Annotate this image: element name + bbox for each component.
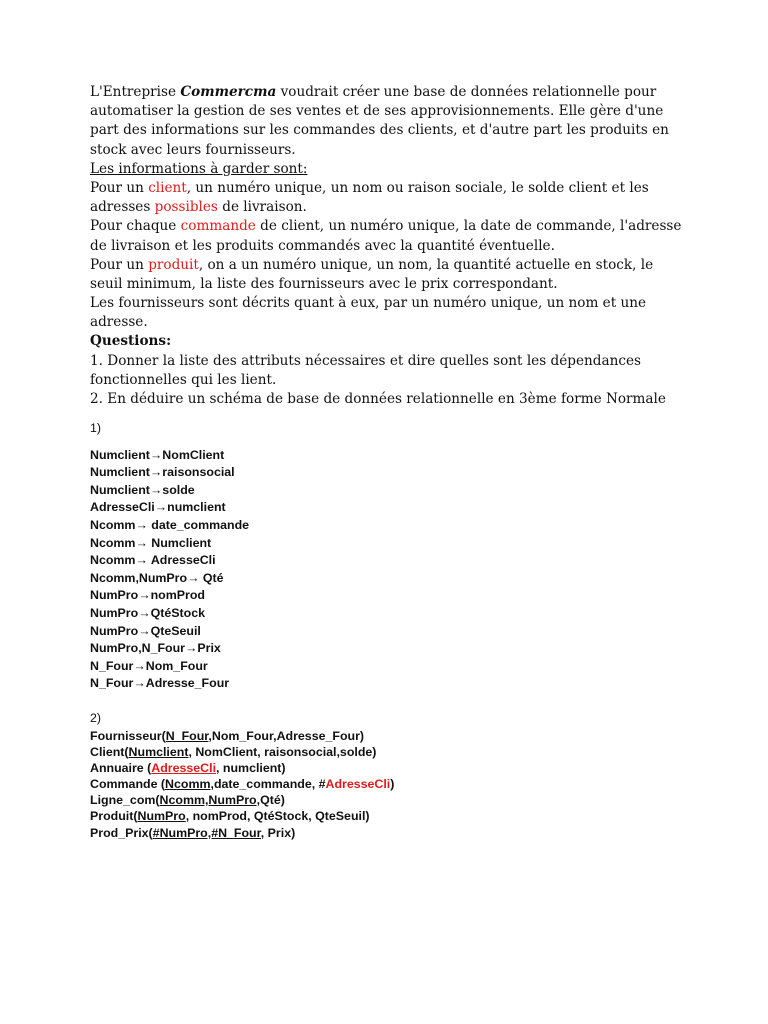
possibles-keyword: possibles [154,199,218,216]
relation-key: N_Four [165,728,209,743]
intro-line-1 [90,83,690,102]
dependency-lhs: N_Four [90,658,134,673]
relation-row [90,760,690,776]
question-1-line-2: fonctionnelles qui les lient. [90,371,277,388]
intro-text: L'Entreprise [90,84,181,100]
dependency-lhs: Ncomm [90,553,136,568]
arrow-icon: → [187,570,200,585]
relation-text: Ligne_com( [90,793,160,808]
client-text: Pour un [90,179,149,196]
relation-row [90,728,690,744]
client-text: adresses [90,199,155,216]
dependency-row [90,535,690,553]
relation-key: Numclient [128,744,189,759]
client-line-1 [90,179,690,198]
dependency-lhs: NumPro,N_Four [90,641,185,656]
produit-line-2: seuil minimum, la liste des fournisseurs avec le prix correspondant. [90,275,558,292]
dependency-lhs: Ncomm,NumPro [90,570,188,585]
dependency-lhs: N_Four [90,676,134,691]
dependency-lhs: NumPro [90,623,139,638]
intro-text: voudrait créer une base de données relationnelle pour [276,84,657,100]
dependency-rhs: nomProd [150,588,205,603]
dependency-rhs: numclient [167,500,226,515]
arrow-icon: → [138,605,151,620]
relation-text: ,date_commande, # [210,777,326,792]
questions-colon: : [166,333,172,350]
arrow-icon: → [138,623,151,638]
dependency-row [90,552,690,570]
dependency-rhs: Qté [199,570,224,585]
intro-line-2: automatiser la gestion de ses ventes et de ses approvisionnements. Elle gère d'une [90,103,664,120]
intro-line-4: stock avec leurs fournisseurs. [90,141,296,158]
fournisseur-line-2: adresse. [90,314,148,331]
relation-row [90,744,690,760]
dependency-row [90,675,690,693]
answer-1-label: 1) [90,421,102,435]
dependency-rhs: Nom_Four [145,658,208,673]
relation-key: NumPro [137,809,186,824]
produit-line-1 [90,256,690,275]
relation-text: AdresseCli [325,777,391,792]
dependency-rhs: AdresseCli [147,553,216,568]
arrow-icon: → [135,517,148,532]
relation-row [90,776,690,792]
dependency-row [90,587,690,605]
arrow-icon: → [149,465,163,480]
client-line-2 [90,198,690,217]
produit-keyword: produit [148,256,199,273]
relation-text: Fournisseur( [90,728,166,743]
relation-text: , NomClient, raisonsocial,solde) [188,744,377,759]
exercise-statement [90,83,690,409]
relation-row [90,792,690,808]
relation-text: , nomProd, QtéStock, QteSeuil) [185,809,370,824]
dependency-row [90,640,690,658]
relation-key: AdresseCli [151,760,217,775]
questions-heading [90,332,690,351]
dependency-lhs: Numclient [90,482,150,497]
dependency-rhs: Numclient [147,535,212,550]
dependency-rhs: date_commande [147,517,250,532]
dependency-rhs: Prix [197,641,221,656]
relation-text: Client( [90,744,129,759]
question-2: 2. En déduire un schéma de base de données relationnelle en 3ème forme Normale [90,391,666,407]
arrow-icon: → [133,658,146,673]
dependency-rhs: NomClient [162,447,225,462]
dependency-row [90,658,690,676]
intro-line-3: part des informations sur les commandes des clients, et d'autre part les produits en [90,122,669,139]
dependency-lhs: AdresseCli [90,500,155,515]
commande-text: de client, un numéro unique, la date de commande, l'adresse [255,218,682,235]
relation-text: Produit( [90,809,138,824]
dependency-row [90,517,690,535]
dependency-lhs: NumPro [90,588,139,603]
fournisseur-line-1: Les fournisseurs sont décrits quant à eux, par un numéro unique, un nom et une [90,295,647,312]
relation-text: , numclient) [216,760,286,775]
dependency-row [90,570,690,588]
relational-schema-list [90,728,690,841]
arrow-icon: → [133,676,146,691]
company-name: Commercma [180,84,277,100]
commande-line-1 [90,217,690,236]
client-text: de livraison. [217,199,307,216]
relation-text: Prod_Prix( [90,825,153,840]
dependency-row [90,623,690,641]
commande-keyword: commande [180,218,256,235]
dependency-lhs: Ncomm [90,535,136,550]
relation-text: Annuaire ( [90,760,152,775]
dependency-rhs: QtéStock [150,605,205,620]
arrow-icon: → [135,553,148,568]
relation-key: Ncomm,NumPro [159,793,257,808]
arrow-icon: → [135,535,148,550]
dependency-lhs: NumPro [90,605,139,620]
client-text: , un numéro unique, un nom ou raison sociale, le solde client et les [186,179,649,196]
commande-text: Pour chaque [90,218,181,235]
relation-key: #NumPro,#N_Four, [152,825,265,840]
arrow-icon: → [154,500,168,515]
dependency-row [90,499,690,517]
dependency-list [90,447,690,693]
dependency-rhs: QteSeuil [150,623,201,638]
dependency-lhs: Numclient [90,447,150,462]
relation-text: Commande ( [90,777,166,792]
dependency-lhs: Ncomm [90,517,136,532]
arrow-icon: → [149,482,163,497]
info-heading: Les informations à garder sont: [90,160,308,177]
question-1-line-1: 1. Donner la liste des attributs nécessaires et dire quelles sont les dépendances [90,352,641,369]
dependency-rhs: Adresse_Four [145,676,230,691]
relation-text: Prix) [264,825,296,840]
dependency-row [90,447,690,465]
dependency-row [90,482,690,500]
dependency-rhs: raisonsocial [162,465,235,480]
dependency-lhs: Numclient [90,465,150,480]
relation-row [90,808,690,824]
arrow-icon: → [149,447,163,462]
arrow-icon: → [185,641,198,656]
dependency-row [90,464,690,482]
answer-2-label: 2) [90,710,102,725]
relation-key: Ncomm [165,777,211,792]
produit-text: , on a un numéro unique, un nom, la quantité actuelle en stock, le [198,256,654,273]
questions-label: Questions [90,333,167,350]
dependency-row [90,605,690,623]
relation-text: ) [390,777,395,792]
answers-section [90,420,690,841]
relation-text: ,Nom_Four,Adresse_Four) [208,728,365,743]
produit-text: Pour un [90,256,149,273]
relation-row [90,825,690,841]
commande-line-2: de livraison et les produits commandés avec la quantité éventuelle. [90,237,555,254]
arrow-icon: → [138,588,151,603]
dependency-rhs: solde [162,482,195,497]
client-keyword: client [148,179,187,196]
relation-text: ,Qté) [256,793,285,808]
